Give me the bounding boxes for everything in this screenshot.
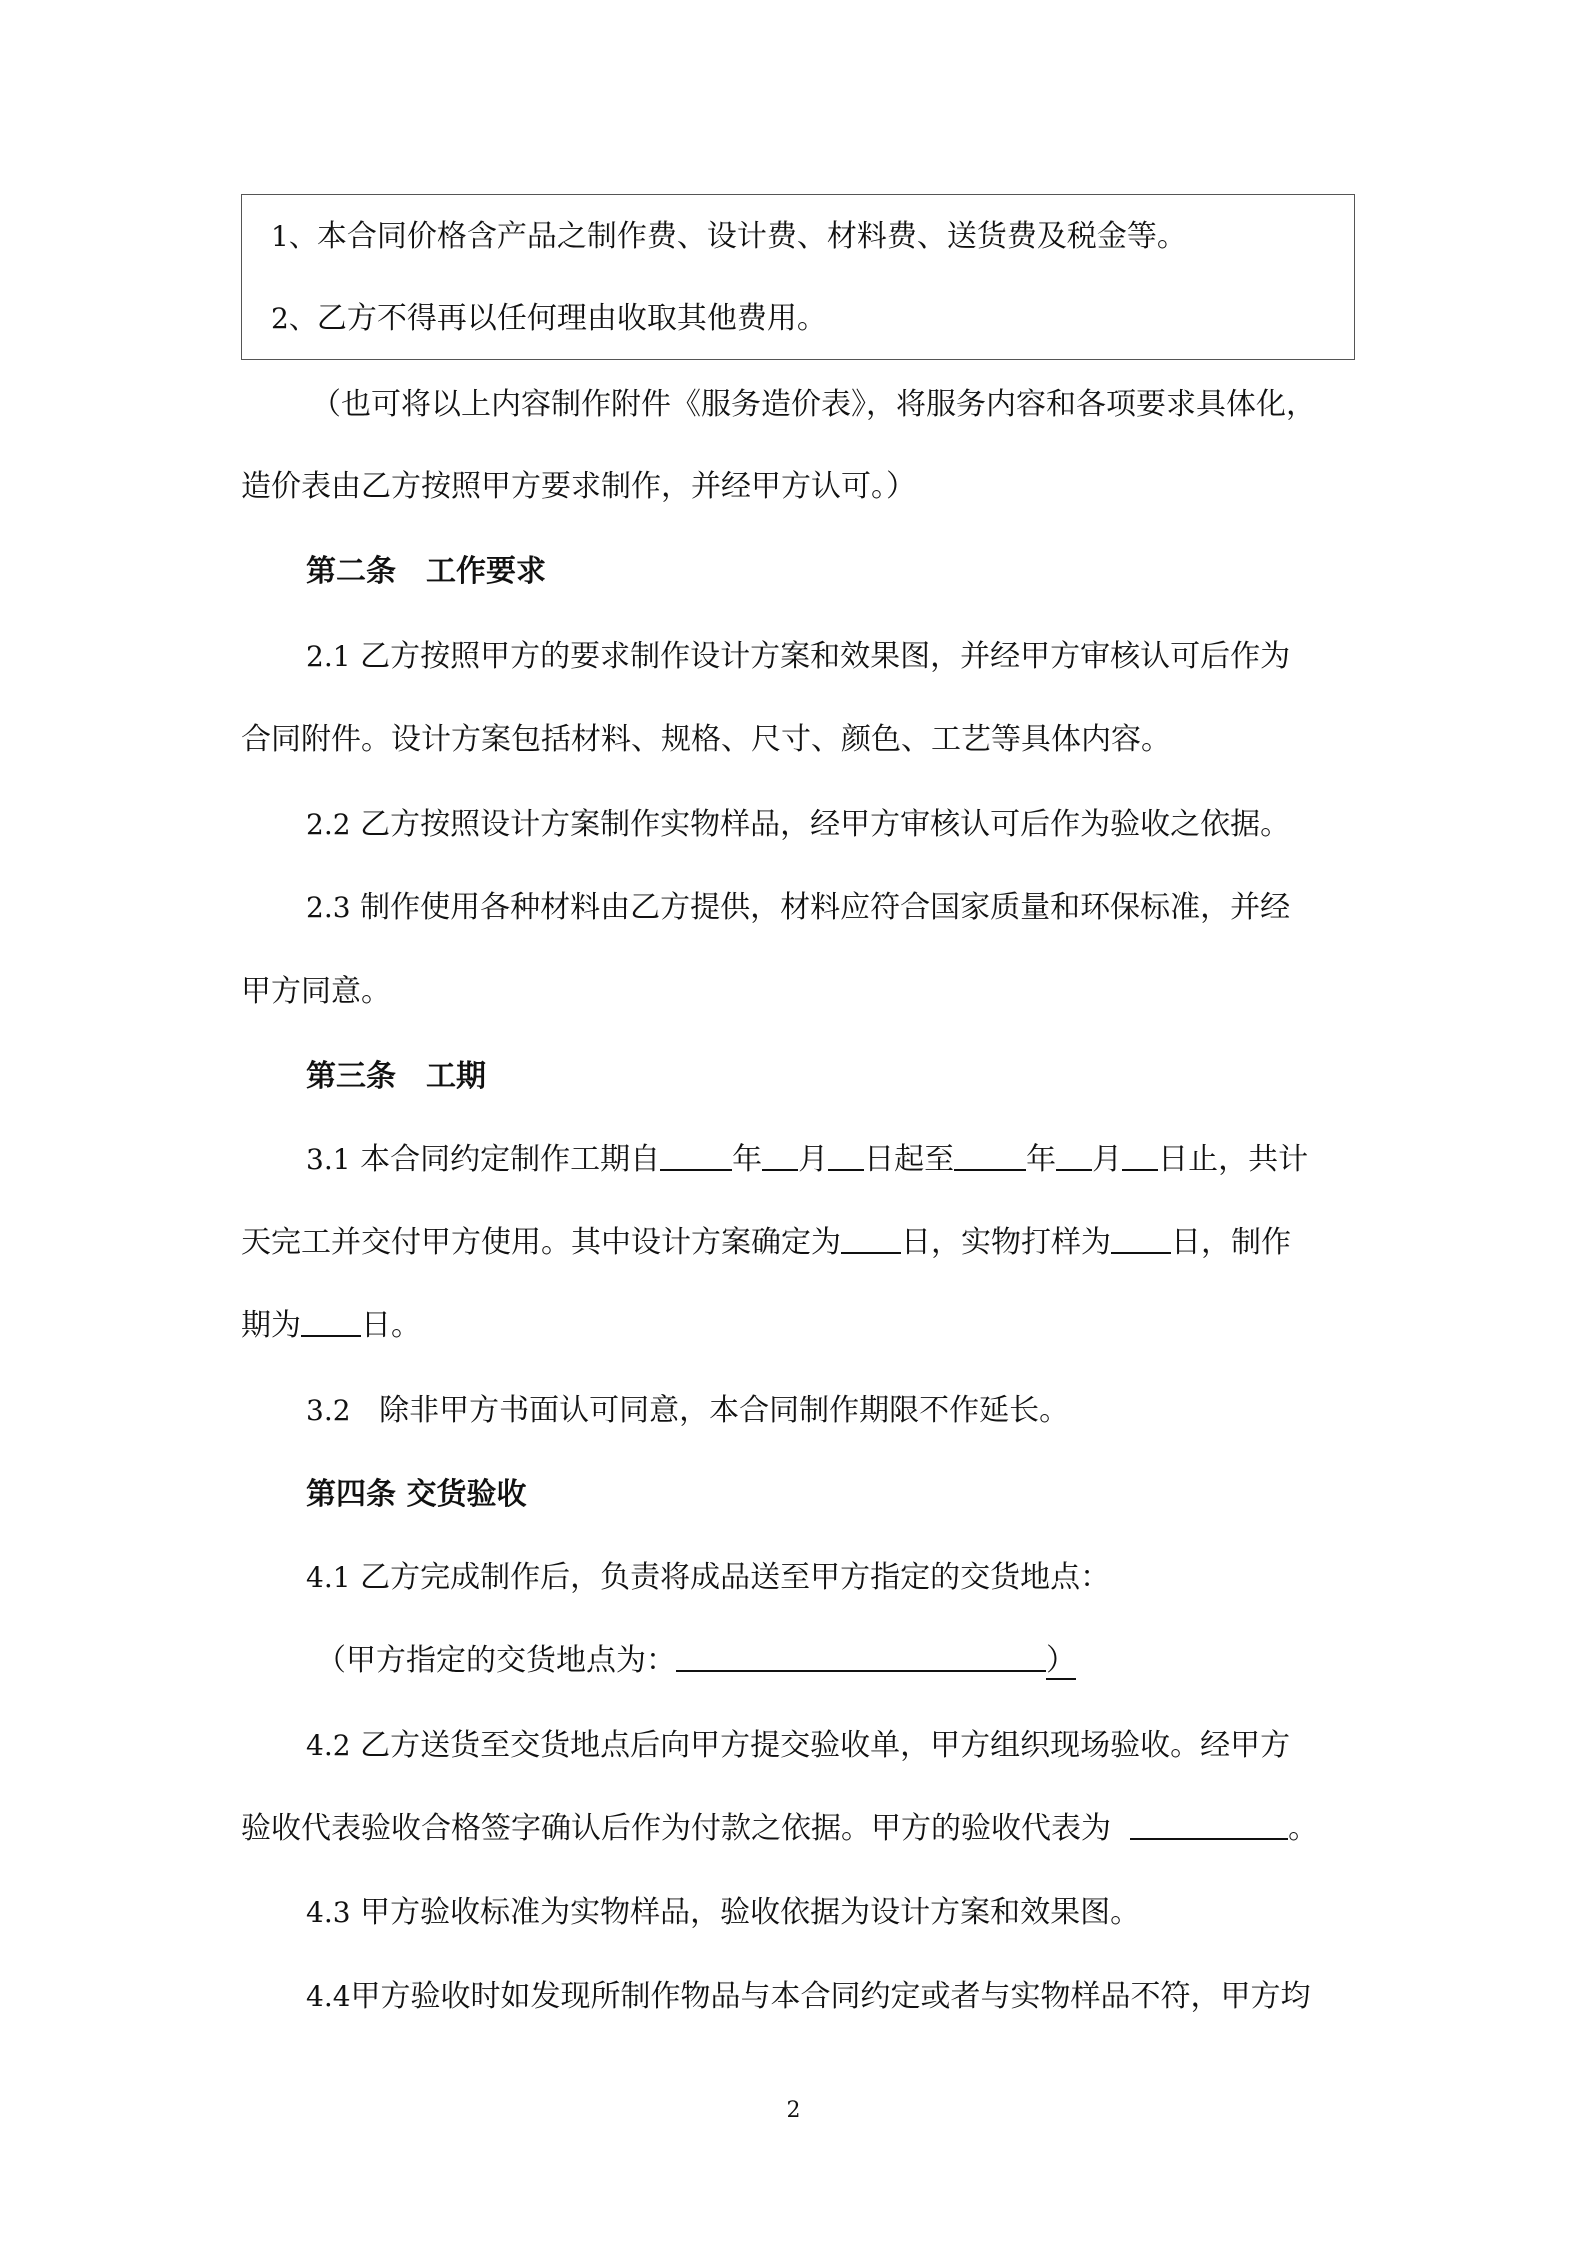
acceptance-representative-blank[interactable] bbox=[1130, 1810, 1288, 1840]
start-year-blank[interactable] bbox=[660, 1141, 732, 1171]
clause-3-1-line-2: 天完工并交付甲方使用。其中设计方案确定为 日，实物打样为 日，制作 bbox=[241, 1225, 1291, 1260]
article-2-heading: 第二条 工作要求 bbox=[306, 554, 546, 589]
clause-2-3-line-1: 2.3 制作使用各种材料由乙方提供，材料应符合国家质量和环保标准，并经 bbox=[306, 890, 1291, 925]
end-month-blank[interactable] bbox=[1056, 1141, 1092, 1171]
clause-4-3: 4.3 甲方验收标准为实物样品，验收依据为设计方案和效果图。 bbox=[306, 1895, 1141, 1930]
clause-4-1: 4.1 乙方完成制作后，负责将成品送至甲方指定的交货地点： bbox=[306, 1560, 1111, 1595]
price-term-2: 2、乙方不得再以任何理由收取其他费用。 bbox=[271, 301, 827, 336]
clause-3-1-line-3: 期为 日。 bbox=[241, 1308, 421, 1343]
start-day-blank[interactable] bbox=[828, 1141, 864, 1171]
price-term-1: 1、本合同价格含产品之制作费、设计费、材料费、送货费及税金等。 bbox=[271, 219, 1187, 254]
clause-2-1-line-1: 2.1 乙方按照甲方的要求制作设计方案和效果图，并经甲方审核认可后作为 bbox=[306, 639, 1291, 674]
article-4-heading: 第四条 交货验收 bbox=[306, 1477, 527, 1512]
clause-3-2: 3.2 除非甲方书面认可同意，本合同制作期限不作延长。 bbox=[306, 1393, 1070, 1428]
clause-4-1-place: （甲方指定的交货地点为： ） bbox=[316, 1643, 1076, 1678]
clause-4-4: 4.4甲方验收时如发现所制作物品与本合同约定或者与实物样品不符，甲方均 bbox=[306, 1979, 1311, 2014]
page-number: 2 bbox=[786, 2098, 801, 2123]
clause-2-3-line-2: 甲方同意。 bbox=[241, 974, 391, 1009]
production-days-blank[interactable] bbox=[301, 1307, 361, 1337]
sample-days-blank[interactable] bbox=[1111, 1224, 1171, 1254]
clause-4-2-line-1: 4.2 乙方送货至交货地点后向甲方提交验收单，甲方组织现场验收。经甲方 bbox=[306, 1728, 1291, 1763]
article-3-heading: 第三条 工期 bbox=[306, 1059, 486, 1094]
design-days-blank[interactable] bbox=[841, 1224, 901, 1254]
clause-2-1-line-2: 合同附件。设计方案包括材料、规格、尺寸、颜色、工艺等具体内容。 bbox=[241, 722, 1171, 757]
start-month-blank[interactable] bbox=[762, 1141, 798, 1171]
end-year-blank[interactable] bbox=[954, 1141, 1026, 1171]
clause-2-2: 2.2 乙方按照设计方案制作实物样品，经甲方审核认可后作为验收之依据。 bbox=[306, 807, 1291, 842]
end-day-blank[interactable] bbox=[1122, 1141, 1158, 1171]
note-line-2: 造价表由乙方按照甲方要求制作，并经甲方认可。） bbox=[241, 469, 916, 504]
clause-4-2-line-2: 验收代表验收合格签字确认后作为付款之依据。甲方的验收代表为 。 bbox=[241, 1811, 1319, 1846]
clause-3-1-line-1: 3.1 本合同约定制作工期自 年 月 日起至 年 月 日止，共计 bbox=[306, 1142, 1309, 1177]
delivery-place-blank[interactable] bbox=[676, 1642, 1046, 1672]
note-line-1: （也可将以上内容制作附件《服务造价表》，将服务内容和各项要求具体化， bbox=[311, 387, 1316, 422]
